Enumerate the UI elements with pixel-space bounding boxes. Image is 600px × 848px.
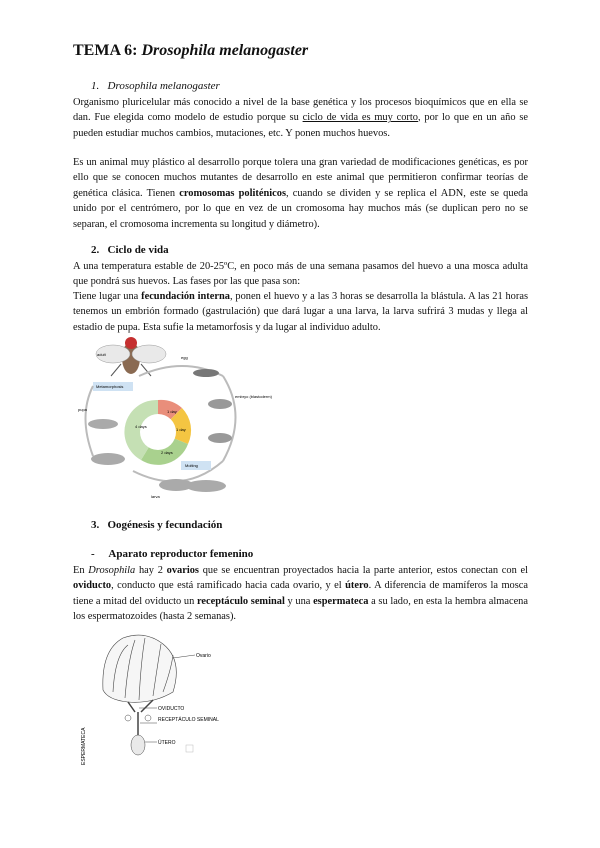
section-3-heading: 3. Oogénesis y fecundación bbox=[91, 519, 223, 531]
subsection-heading: - Aparato reproductor femenino bbox=[91, 548, 254, 560]
section-2-paragraph-2: Tiene lugar una fecundación interna, ponen el huevo y a las 3 horas se desarrolla la blástula. A las 21 horas tenemos un embrión formado (gastrulación) que dará lugar a una larva, la larva sufrirá 3 mudas y llega al estadio de pupa. Esta sufie la metamorfosis y da lugar al individuo adulto. bbox=[73, 291, 528, 333]
ovario-label: Ovario bbox=[196, 653, 211, 659]
metamorphosis-label: Metamorphosis bbox=[96, 384, 124, 389]
pie-label-3: 2 days bbox=[161, 450, 173, 455]
molting-label: Molting bbox=[185, 463, 198, 468]
embryo-label: embryo (blastoderm) bbox=[235, 394, 272, 399]
egg-label: egg bbox=[181, 355, 188, 360]
life-cycle-figure bbox=[73, 336, 272, 501]
oviducto-label: OVIDUCTO bbox=[158, 706, 185, 712]
section-1-paragraph-2: Es un animal muy plástico al desarrollo porque tolera una gran variedad de modificaciones genéticas, es por ello que se conocen muchos mutantes de desarrollo en este animal que permitieron confirmar teorías de genética clásica. Tienen cromosomas politénicos, cuando se dividen y se replica el ADN, este se queda unido por el centrómero, por lo que en vez de un cromosoma hay muchos más (se duplican pero no se separan, el cromosoma incrementa su longitud y diámetro). bbox=[73, 157, 528, 230]
pie-label-4: 4 days bbox=[135, 424, 147, 429]
pupa-label: pupa bbox=[78, 407, 87, 412]
page-title: TEMA 6: Drosophila melanogaster bbox=[73, 42, 309, 59]
section-3-paragraph-1: En Drosophila hay 2 ovarios que se encuentran proyectados hacia la parte anterior, estos conectan con el oviducto, conducto que está ramificado hacia cada ovario, y el útero. A diferencia de mamíferos la mosca tiene a mitad del oviducto un receptáculo seminal y una espermateca a su lado, en esta la hembra almacena los espermatozoides (hasta 2 semanas). bbox=[73, 565, 529, 623]
ovaries-image bbox=[103, 635, 177, 702]
pie-label-2: 1 day bbox=[176, 427, 186, 432]
adult-label: adult bbox=[97, 352, 106, 357]
section-1-heading: 1. Drosophila melanogaster bbox=[91, 80, 220, 92]
reproductive-system-figure bbox=[73, 630, 243, 770]
section-2-paragraph-1: A una temperatura estable de 20-25ºC, en poco más de una semana pasamos del huevo a una mosca adulta que pondrá sus huevos. Las fases por las que pasa son: bbox=[73, 261, 528, 288]
receptaculo-label: RECEPTÁCULO SEMINAL bbox=[158, 717, 219, 723]
utero-label: ÚTERO bbox=[158, 740, 176, 746]
espermateca-label: ESPERMATECA bbox=[81, 727, 87, 765]
larva-label: larva bbox=[151, 494, 160, 499]
pie-label-1: 1 day bbox=[167, 409, 177, 414]
section-1-paragraph-1: Organismo pluricelular más conocido a nivel de la base genética y los procesos bioquímicos que en ella se dan. Fue elegida como modelo de estudio porque su ciclo de vida es muy corto, por lo que en un año se pueden estudiar muchos cambios, mutaciones, etc. Y ponen muchos huevos. bbox=[73, 97, 528, 139]
section-2-heading: 2. Ciclo de vida bbox=[91, 244, 169, 256]
